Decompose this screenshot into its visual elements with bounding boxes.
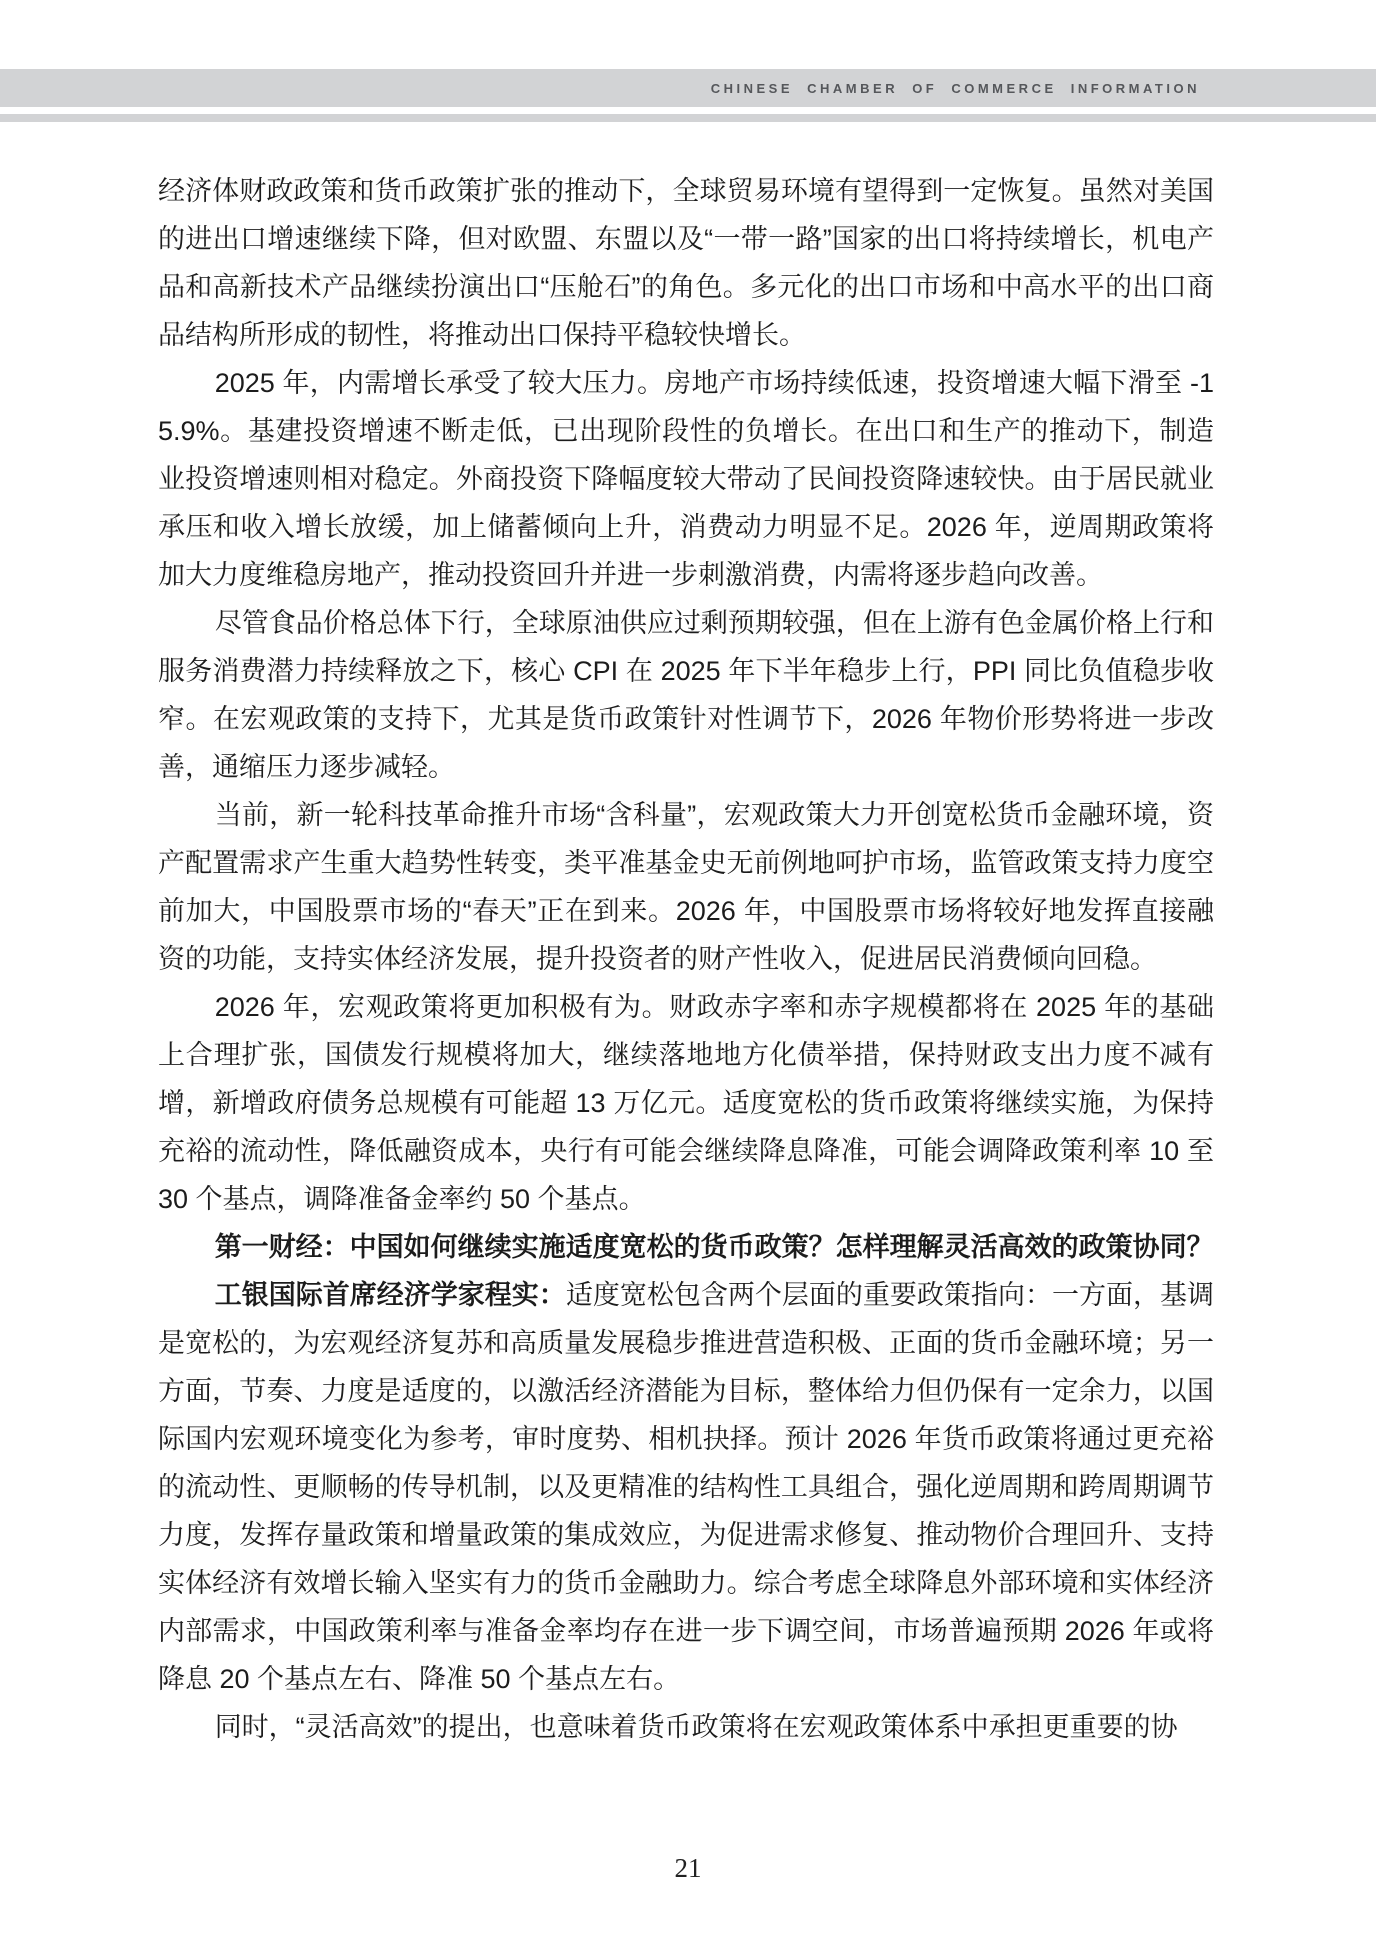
paragraph-text: 适度宽松包含两个层面的重要政策指向：一方面，基调是宽松的，为宏观经济复苏和高质量发展稳步推进营造积极、正面的货币金融环境；另一方面，节奏、力度是适度的，以激活经济潜能为目标，整体给力但仍保有一定余力，以国际国内宏观环境变化为参考，审时度势、相机抉择。预计 2026 年货币政策将通过更充裕的流动性、更顺畅的传导机制，以及更精准的结构性工具组合，强化逆周期和跨周期调节力度，发挥存量政策和增量政策的集成效应，为促进需求修复、推动物价合理回升、支持实体经济有效增长输入坚实有力的货币金融助力。综合考虑全球降息外部环境和实体经济内部需求，中国政策利率与准备金率均存在进一步下调空间，市场普遍预期 2026 年或将降息 20 个基点左右、降准 50 个基点左右。 (158, 1280, 1215, 1694)
body-paragraph (158, 359, 1214, 599)
body-paragraph (158, 791, 1214, 983)
paragraph-text: 经济体财政政策和货币政策扩张的推动下，全球贸易环境有望得到一定恢复。虽然对美国的进出口增速继续下降，但对欧盟、东盟以及“一带一路”国家的出口将持续增长，机电产品和高新技术产品继续扮演出口“压舱石”的角色。多元化的出口市场和中高水平的出口商品结构所形成的韧性，将推动出口保持平稳较快增长。 (158, 176, 1214, 350)
body-paragraph (158, 167, 1214, 359)
article-body (158, 167, 1214, 1751)
paragraph-text: 2026 年，宏观政策将更加积极有为。财政赤字率和赤字规模都将在 2025 年的基础上合理扩张，国债发行规模将加大，继续落地地方化债举措，保持财政支出力度不减有增，新增政府债务总规模有可能超 13 万亿元。适度宽松的货币政策将继续实施，为保持充裕的流动性，降低融资成本，央行有可能会继续降息降准，可能会调降政策利率 10 至 30 个基点，调降准备金率约 50 个基点。 (158, 992, 1214, 1214)
paragraph-text: 同时，“灵活高效”的提出，也意味着货币政策将在宏观政策体系中承担更重要的协 (214, 1712, 1178, 1742)
paragraph-bold-text: 工银国际首席经济学家程实： (214, 1280, 566, 1310)
paragraph-text: 2025 年，内需增长承受了较大压力。房地产市场持续低速，投资增速大幅下滑至 -15.9%。基建投资增速不断走低，已出现阶段性的负增长。在出口和生产的推动下，制造业投资增速则相对稳定。外商投资下降幅度较大带动了民间投资降速较快。由于居民就业承压和收入增长放缓，加上储蓄倾向上升，消费动力明显不足。2026 年，逆周期政策将加大力度维稳房地产，推动投资回升并进一步刺激消费，内需将逐步趋向改善。 (158, 368, 1214, 590)
header-banner-strip (0, 114, 1376, 122)
body-paragraph (158, 1271, 1214, 1703)
body-paragraph (158, 1703, 1214, 1751)
paragraph-text: 尽管食品价格总体下行，全球原油供应过剩预期较强，但在上游有色金属价格上行和服务消费潜力持续释放之下，核心 CPI 在 2025 年下半年稳步上行，PPI 同比负值稳步收窄。在宏观政策的支持下，尤其是货币政策针对性调节下，2026 年物价形势将进一步改善，通缩压力逐步减轻。 (158, 608, 1214, 782)
body-paragraph (158, 1223, 1214, 1271)
body-paragraph (158, 599, 1214, 791)
body-paragraph (158, 983, 1214, 1223)
header-banner-title: CHINESE CHAMBER OF COMMERCE INFORMATION (710, 80, 1200, 96)
header-banner (0, 69, 1376, 107)
paragraph-bold-text: 第一财经：中国如何继续实施适度宽松的货币政策？怎样理解灵活高效的政策协同？ (214, 1232, 1214, 1262)
paragraph-text: 当前，新一轮科技革命推升市场“含科量”，宏观政策大力开创宽松货币金融环境，资产配置需求产生重大趋势性转变，类平准基金史无前例地呵护市场，监管政策支持力度空前加大，中国股票市场的“春天”正在到来。2026 年，中国股票市场将较好地发挥直接融资的功能，支持实体经济发展，提升投资者的财产性收入，促进居民消费倾向回稳。 (158, 800, 1214, 974)
page-number: 21 (674, 1853, 702, 1883)
